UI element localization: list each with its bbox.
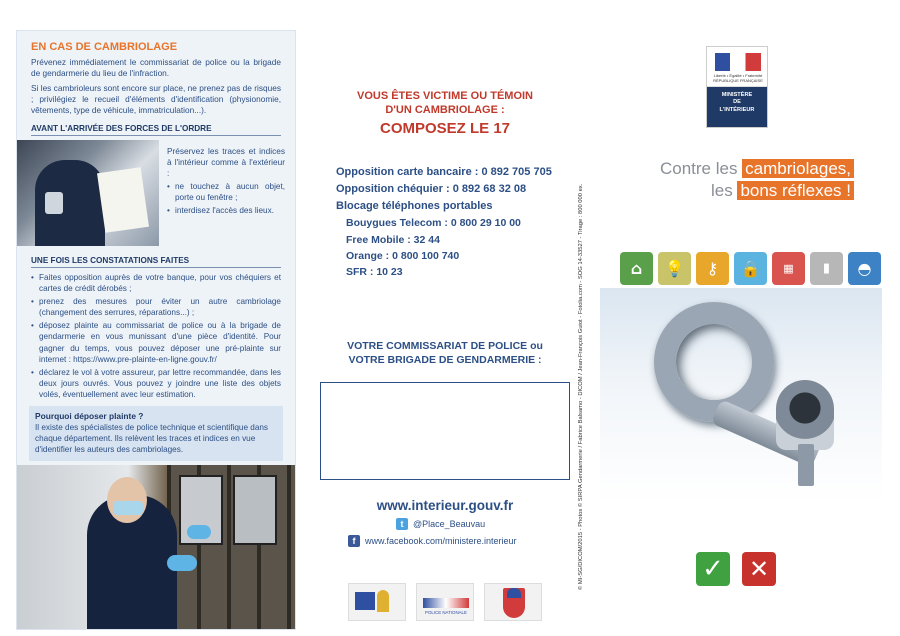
facebook-row[interactable] <box>348 535 572 547</box>
slogan-c: les <box>710 181 738 201</box>
why-text: Il existe des spécialistes de police technique et scientifique dans chaque département. Ils relèvent les traces et indices en vue d'identifier les auteurs des cambriolages. <box>35 422 269 454</box>
twitter-handle: @Place_Beauvau <box>413 518 486 529</box>
section-avant-arrivee: AVANT L'ARRIVÉE DES FORCES DE L'ORDRE <box>31 124 281 136</box>
key-illustration <box>600 288 882 502</box>
gendarmerie-logo <box>348 583 406 621</box>
photo-forensics <box>17 465 295 629</box>
cross-icon: ✕ <box>742 552 776 586</box>
key-icon: ⚷ <box>696 252 729 285</box>
ministry-line3: L'INTÉRIEUR <box>719 106 755 113</box>
list-item: • ne touchez à aucun objet, porte ou fenêtre ; <box>167 181 285 203</box>
slogan-d: bons réflexes ! <box>737 181 854 200</box>
house-icon: ⌂ <box>620 252 653 285</box>
phone-cb: Opposition carte bancaire : 0 892 705 705 <box>336 166 552 179</box>
facebook-url: www.facebook.com/ministere.interieur <box>365 535 517 546</box>
icon-strip <box>620 252 881 285</box>
right-panel <box>600 30 882 630</box>
phone-cheque: Opposition chéquier : 0 892 68 32 08 <box>336 183 527 196</box>
phone-free: Free Mobile : 32 44 <box>346 233 440 246</box>
preservez-text: Préservez les traces et indices à l'intérieur comme à l'extérieur : <box>167 146 285 179</box>
ministry-line2: DE <box>733 99 741 106</box>
commissariat-line1: VOTRE COMMISSARIAT DE POLICE ou <box>347 340 543 353</box>
phone-blocage: Blocage téléphones portables <box>336 200 493 213</box>
why-box <box>29 406 283 461</box>
why-title: Pourquoi déposer plainte ? <box>35 410 144 421</box>
keypad-icon: ▦ <box>772 252 805 285</box>
row-avant <box>17 140 295 246</box>
slogan <box>660 158 854 202</box>
victim-heading <box>318 90 572 118</box>
credits-text: © MI-SG/DICOM/2015 - Photos © SIRPA Gendarmerie / Fabrice Balsamo - DICOM / Jean-François Guiot - Fotolia.com - SOG 14-33527 - Tirage : 800 000 ex. <box>578 183 584 590</box>
keyhole-icon <box>776 380 834 450</box>
key-ring-icon <box>654 302 774 422</box>
heading-cambriolage: EN CAS DE CAMBRIOLAGE <box>31 41 178 53</box>
left-panel <box>16 30 296 630</box>
slogan-b: cambriolages, <box>742 159 854 178</box>
padlock-icon: 🔒 <box>734 252 767 285</box>
phone-orange: Orange : 0 800 100 740 <box>346 249 460 262</box>
constatations-list <box>31 272 281 400</box>
list-item: • Faites opposition auprès de votre banque, pour vos chéquiers et cartes de crédit dérobés ; <box>31 272 281 294</box>
police-nationale-text: POLICE NATIONALE <box>425 609 467 615</box>
police-nationale-logo <box>416 583 474 621</box>
victim-line2: D'UN CAMBRIOLAGE : <box>385 103 505 116</box>
list-item: • déposez plainte au commissariat de police ou à la brigade de gendarmerie en vous munissant d'une pièce d'identité. Pour gagner du temps, vous pouvez déposer une pré-plainte sur internet : https://www.pre-plainte-en-ligne.gouv.fr/ <box>31 320 281 364</box>
twitter-icon: t <box>396 518 408 530</box>
call-17: COMPOSEZ LE 17 <box>379 119 511 137</box>
ministry-logo <box>706 46 768 128</box>
marianne-icon <box>715 53 761 71</box>
ministry-motto: Liberté • Égalité • Fraternité RÉPUBLIQUE FRANÇAISE <box>713 73 763 83</box>
para-previenez: Prévenez immédiatement le commissariat de police ou la brigade de gendarmerie du lieu de l'infraction. <box>31 57 281 79</box>
phone-bouygues: Bouygues Telecom : 0 800 29 10 00 <box>346 217 521 230</box>
list-item: • déclarez le vol à votre assureur, par lettre recommandée, dans les deux jours ouvrés. Vous pouvez y joindre une liste des objets volés, éventuellement avec leur estimation. <box>31 367 281 400</box>
list-item: • prenez des mesures pour éviter un autre cambriolage (changement des serrures, réparations...) ; <box>31 296 281 318</box>
slogan-a: Contre les <box>659 159 743 178</box>
section-constatations: UNE FOIS LES CONSTATATIONS FAITES <box>31 256 281 268</box>
twitter-row[interactable] <box>396 518 572 530</box>
siren-icon: ◓ <box>848 252 881 285</box>
phone-list <box>336 164 572 280</box>
list-item: • interdisez l'accès des lieux. <box>167 205 285 216</box>
photo-gendarme <box>17 140 159 246</box>
phone-sfr: SFR : 10 23 <box>346 266 403 279</box>
alarm-icon: ▮ <box>810 252 843 285</box>
avant-text <box>159 140 295 246</box>
ministry-line1: MINISTÈRE <box>721 92 753 98</box>
bulb-icon: 💡 <box>658 252 691 285</box>
commissariat-heading <box>318 340 572 367</box>
commissariat-line2: VOTRE BRIGADE DE GENDARMERIE : <box>348 354 542 367</box>
partner-logos <box>318 583 572 621</box>
avant-list <box>167 181 285 216</box>
checkmark-icon: ✓ <box>696 552 730 586</box>
prefecture-police-logo <box>484 583 542 621</box>
victim-line1: VOUS ÊTES VICTIME OU TÉMOIN <box>356 90 534 102</box>
facebook-icon: f <box>348 535 360 547</box>
address-box[interactable] <box>320 382 570 480</box>
website-link[interactable]: www.interieur.gouv.fr <box>376 497 514 513</box>
middle-panel <box>318 30 572 630</box>
para-cambrioleurs: Si les cambrioleurs sont encore sur place, ne prenez pas de risques ; privilégiez le recueil d'éléments d'identification (physionomie, vêtements, type de véhicule, immatriculation...). <box>31 83 281 116</box>
